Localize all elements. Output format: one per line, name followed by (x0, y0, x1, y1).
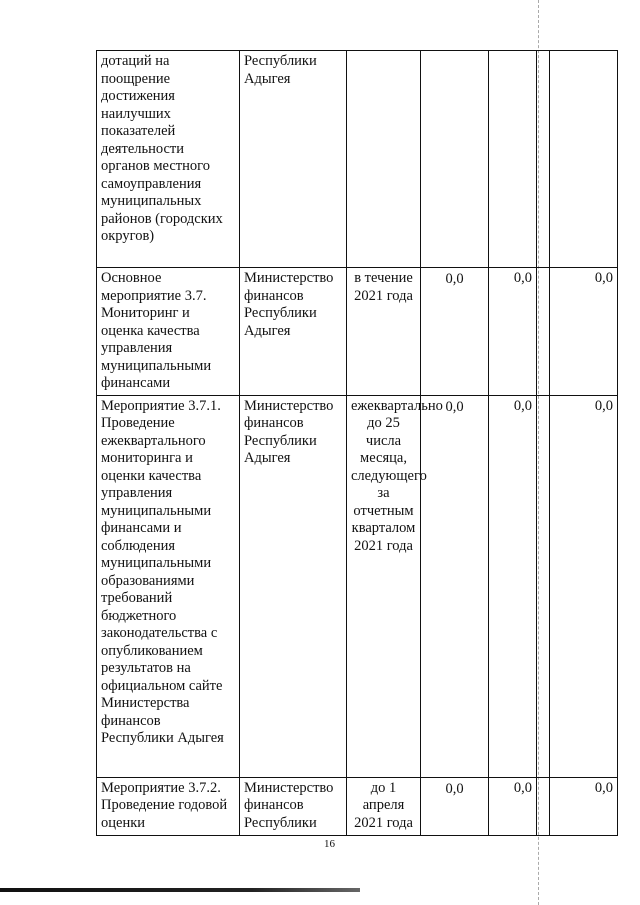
value-cell-1: 0,0 (421, 777, 489, 835)
value-cell-3: 0,0 (550, 777, 618, 835)
value-cell-3 (550, 51, 618, 268)
table-row (97, 395, 618, 777)
event-cell: Основное мероприятие 3.7. Мониторинг и оценка качества управления муниципальными финансами (97, 268, 240, 396)
events-table (96, 50, 618, 836)
value-cell-1: 0,0 (421, 268, 489, 396)
table-row (97, 268, 618, 396)
event-cell: Мероприятие 3.7.1. Проведение ежеквартального мониторинга и оценки качества управления муниципальными финансами и соблюдения муниципальными образованиями требований бюджетного законодательства с опубликованием результатов на официальном сайте Министерства финансов Республики Адыгея (97, 395, 240, 777)
executor-cell: Министерство финансов Республики Адыгея (240, 268, 347, 396)
executor-cell: Министерство финансов Республики Адыгея (240, 395, 347, 777)
table-row (97, 777, 618, 835)
narrow-cell (537, 777, 550, 835)
value-cell-1: 0,0 (421, 395, 489, 777)
period-cell (347, 51, 421, 268)
table-row (97, 51, 618, 268)
value-cell-2: 0,0 (489, 268, 537, 396)
period-cell: ежеквартально до 25 числа месяца, следующего за отчетным кварталом 2021 года (347, 395, 421, 777)
period-cell: до 1 апреля 2021 года (347, 777, 421, 835)
event-cell: дотаций на поощрение достижения наилучших показателей деятельности органов местного самоуправления муниципальных районов (городских округов) (97, 51, 240, 268)
narrow-cell (537, 395, 550, 777)
value-cell-1 (421, 51, 489, 268)
value-cell-2: 0,0 (489, 395, 537, 777)
period-cell: в течение 2021 года (347, 268, 421, 396)
value-cell-3: 0,0 (550, 395, 618, 777)
executor-cell: Республики Адыгея (240, 51, 347, 268)
value-cell-3: 0,0 (550, 268, 618, 396)
narrow-cell (537, 51, 550, 268)
event-cell: Мероприятие 3.7.2. Проведение годовой оценки (97, 777, 240, 835)
value-cell-2: 0,0 (489, 777, 537, 835)
page-number: 16 (324, 838, 335, 850)
value-cell-2 (489, 51, 537, 268)
narrow-cell (537, 268, 550, 396)
executor-cell: Министерство финансов Республики (240, 777, 347, 835)
scan-bottom-bar (0, 888, 360, 892)
